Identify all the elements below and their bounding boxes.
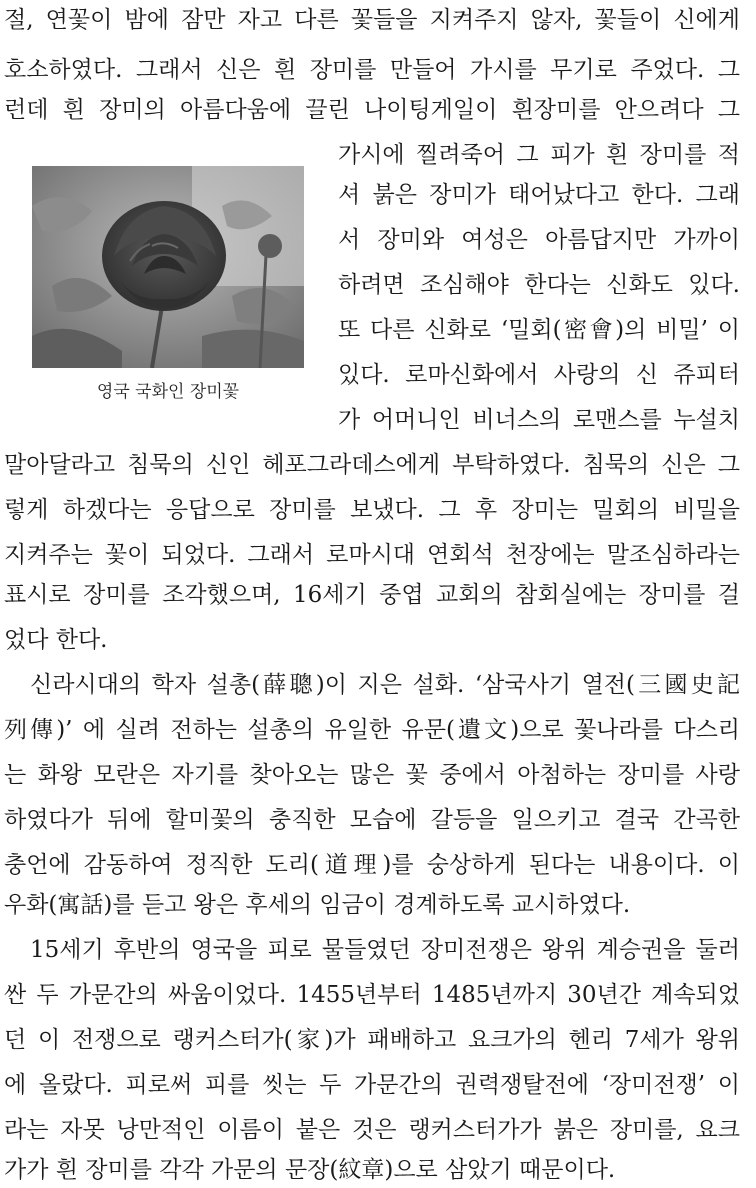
text-line: 하려면 조심해야 한다는 신화도 있다. [338,272,740,298]
text-line: 가가 흰 장미를 각각 가문의 문장(紋章)으로 삼았기 때문이다. [4,1157,616,1183]
text-line: 있다. 로마신화에서 사랑의 신 쥬피터 [338,362,740,388]
text-line: 우화(寓話)를 듣고 왕은 후세의 임금이 경계하도록 교시하였다. [4,892,631,918]
text-line: 신라시대의 학자 설총(薛聰)이 지은 설화. ‘삼국사기 열전(三國史記 [30,672,740,698]
text-line: 렇게 하겠다는 응답으로 장미를 보냈다. 그 후 장미는 밀회의 비밀을 [4,497,740,523]
text-line: 또 다른 신화로 ‘밀회(密會)의 비밀’ 이 [338,317,740,343]
text-line: 충언에 감동하여 정직한 도리(道理)를 숭상하게 된다는 내용이다. 이 [4,852,740,878]
text-line: 표시로 장미를 조각했으며, 16세기 중엽 교회의 참회실에는 장미를 걸 [4,582,740,608]
text-line: 었다 한다. [4,627,108,653]
text-line: 싼 두 가문간의 싸움이었다. 1455년부터 1485년까지 30년간 계속되었 [4,982,740,1008]
text-line: 하였다가 뒤에 할미꽃의 충직한 모습에 갈등을 일으키고 결국 간곡한 [4,807,740,833]
figure-caption: 영국 국화인 장미꽃 [96,382,240,402]
text-line: 절, 연꽃이 밤에 잠만 자고 다른 꽃들을 지켜주지 않자, 꽃들이 신에게 [4,7,740,33]
text-line: 던 이 전쟁으로 랭커스터가(家)가 패배하고 요크가의 헨리 7세가 왕위 [4,1027,740,1053]
text-line: 가 어머니인 비너스의 로맨스를 누설치 [338,407,740,433]
text-line: 라는 자못 낭만적인 이름이 붙은 것은 랭커스터가가 붉은 장미를, 요크 [4,1117,740,1143]
text-line: 셔 붉은 장미가 태어났다고 한다. 그래 [338,182,740,208]
text-line: 에 올랐다. 피로써 피를 씻는 두 가문간의 권력쟁탈전에 ‘장미전쟁’ 이 [4,1072,740,1098]
text-line: 가시에 찔려죽어 그 피가 흰 장미를 적 [338,142,740,168]
text-line: 는 화왕 모란은 자기를 찾아오는 많은 꽃 중에서 아첨하는 장미를 사랑 [4,762,740,788]
text-line: 서 장미와 여성은 아름답지만 가까이 [338,227,740,253]
text-line: 말아달라고 침묵의 신인 헤포그라데스에게 부탁하였다. 침묵의 신은 그 [4,452,740,478]
rose-photo [32,166,304,368]
text-line: 列傳)’ 에 실려 전하는 설총의 유일한 유문(遺文)으로 꽃나라를 다스리 [4,717,740,743]
text-line: 지켜주는 꽃이 되었다. 그래서 로마시대 연회석 천장에는 말조심하라는 [4,542,740,568]
text-line: 호소하였다. 그래서 신은 흰 장미를 만들어 가시를 무기로 주었다. 그 [4,57,740,83]
rose-photo-icon [32,166,304,368]
text-line: 15세기 후반의 영국을 피로 물들였던 장미전쟁은 왕위 계승권을 둘러 [30,937,740,963]
text-line: 런데 흰 장미의 아름다움에 끌린 나이팅게일이 흰장미를 안으려다 그 [4,97,740,123]
